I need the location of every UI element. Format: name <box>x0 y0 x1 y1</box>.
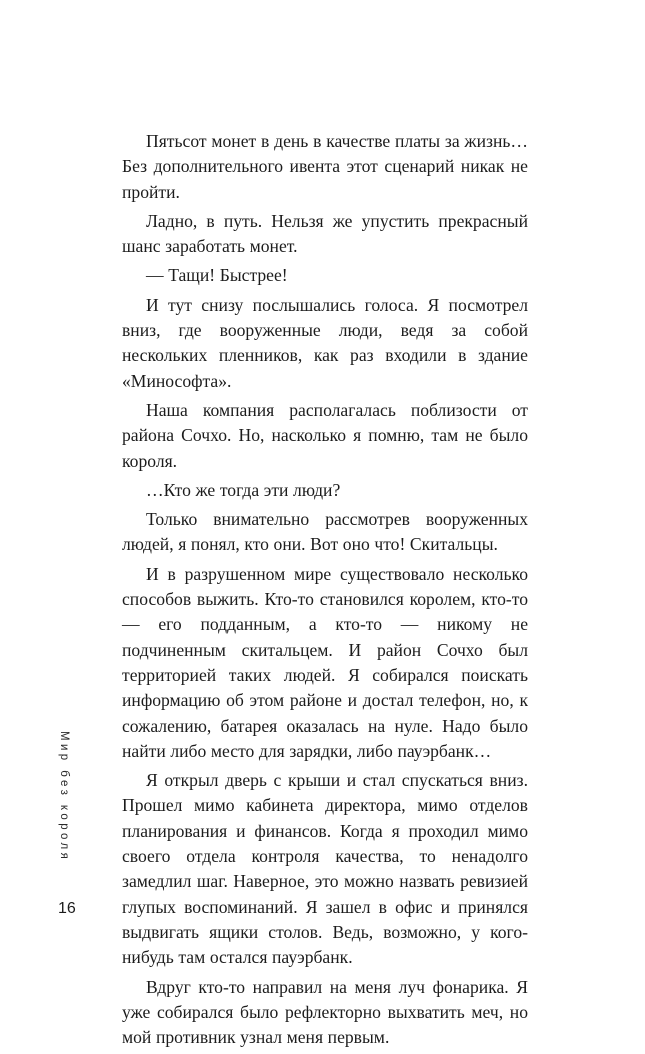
paragraph-5: Наша компания располагалась поблизости от района Сочхо. Но, насколько я помню, там не было короля. <box>122 399 528 471</box>
paragraph-2: Ладно, в путь. Нельзя же упустить прекрасный шанс заработать монет. <box>122 210 528 257</box>
paragraph-3: — Тащи! Быстрее! <box>146 265 288 286</box>
paragraph-1: Пятьсот монет в день в качестве платы за жизнь… Без дополнительного ивента этот сценарий никак не пройти. <box>122 131 528 202</box>
paragraph-4: И тут снизу послышались голоса. Я посмотрел вниз, где вооруженные люди, ведя за собой нескольких пленников, как раз входили в здание «Минософта». <box>122 294 528 391</box>
paragraph-9: Я открыл дверь с крыши и стал спускаться вниз. Прошел мимо кабинета директора, мимо отделов планирования и финансов. Когда я проходил мимо своего отдела контроля качества, то ненадолго замедлил шаг. Наверное, это можно назвать ревизией глупых воспоминаний. Я зашел в офис и принялся выдвигать ящики столов. Ведь, возможно, у кого-нибудь там остался пауэрбанк. <box>122 770 528 968</box>
paragraph-10: Вдруг кто-то направил на меня луч фонарика. Я уже собирался было рефлекторно выхватить меч, но мой противник узнал меня первым. <box>122 976 528 1048</box>
body-text <box>122 129 528 1054</box>
page-number: 16 <box>58 900 76 917</box>
paragraph-8: И в разрушенном мире существовало несколько способов выжить. Кто-то становился королем, кто-то — его подданным, а кто-то — никому не подчиненным скитальцем. И район Сочхо был территорией таких людей. Я собирался поискать информацию об этом районе и достал телефон, но, к сожалению, батарея оказалась на нуле. Надо было найти либо место для зарядки, либо пауэрбанк… <box>122 563 528 761</box>
running-title: Мир без короля <box>58 731 70 863</box>
paragraph-6: …Кто же тогда эти люди? <box>146 479 341 500</box>
paragraph-7: Только внимательно рассмотрев вооруженных людей, я понял, кто они. Вот оно что! Скитальцы. <box>122 509 528 555</box>
